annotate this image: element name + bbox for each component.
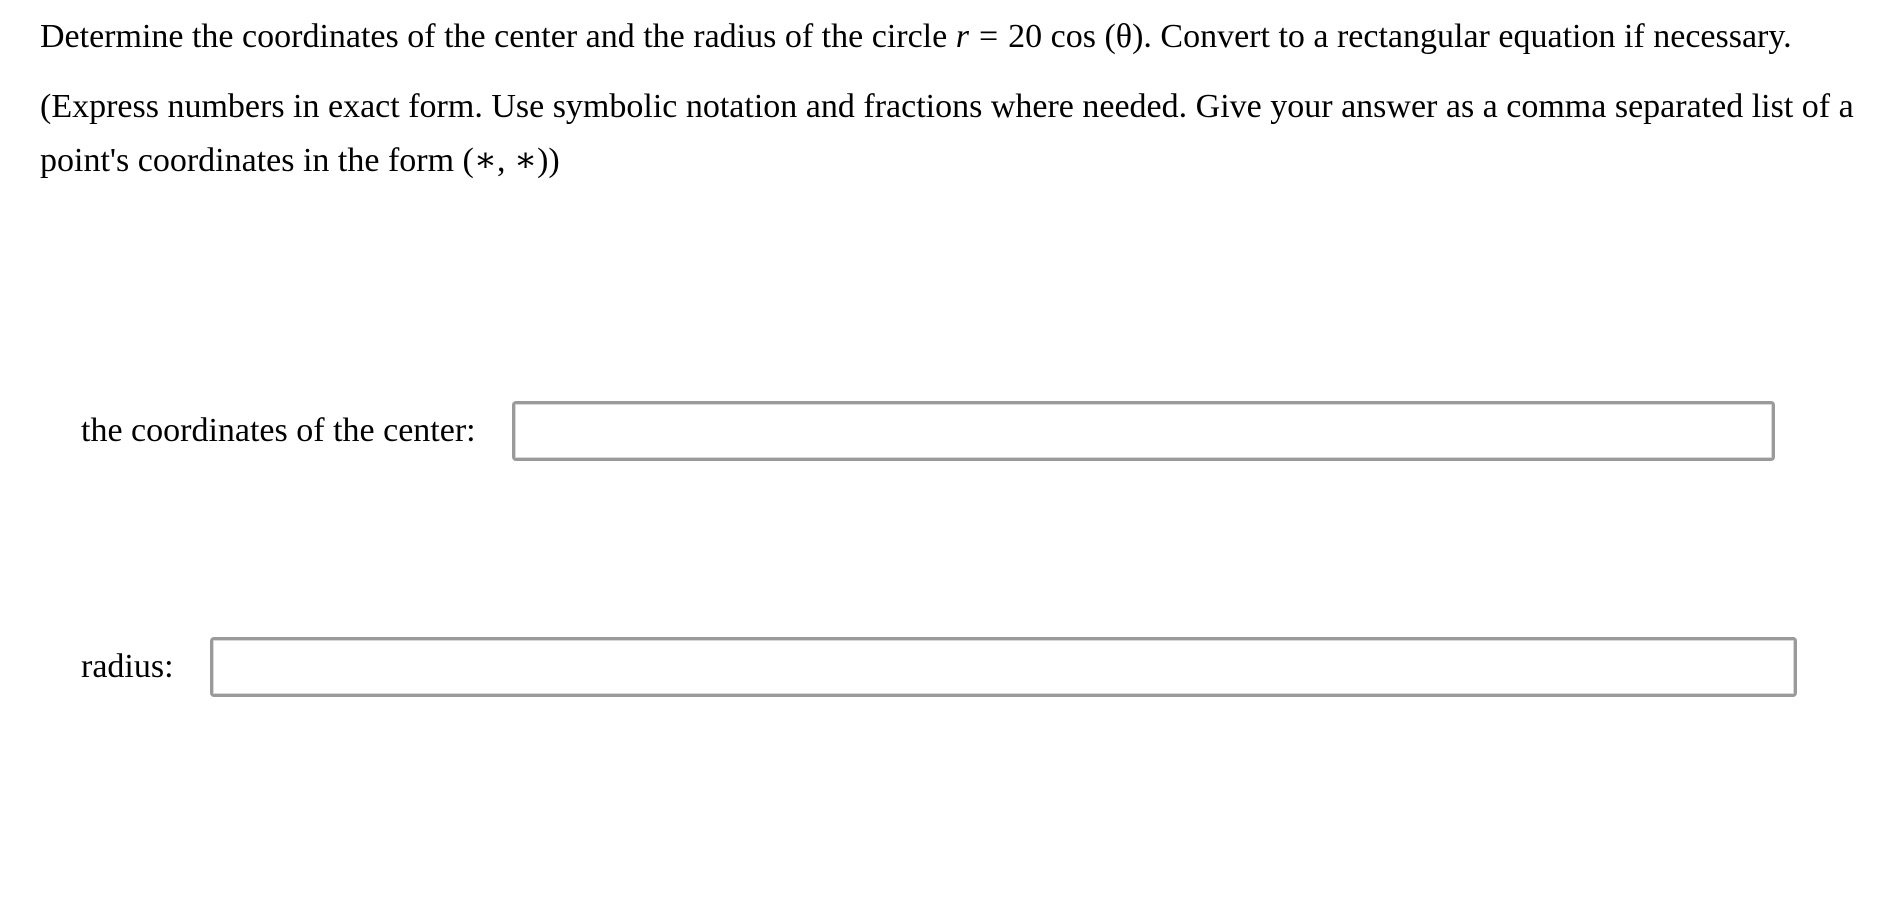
radius-label: radius: xyxy=(81,648,174,685)
problem-statement xyxy=(40,10,1860,188)
equation-rhs: 20 cos (θ). xyxy=(1008,18,1152,55)
problem-intro-tail: Convert to a rectangular equation if necessary. xyxy=(1160,18,1792,55)
radius-answer-row xyxy=(81,637,1797,697)
center-label: the coordinates of the center: xyxy=(81,412,476,449)
equation-equals: = xyxy=(978,18,999,55)
radius-input[interactable] xyxy=(210,637,1797,697)
center-answer-row xyxy=(81,401,1775,461)
problem-instructions: (Express numbers in exact form. Use symbolic notation and fractions where needed. Give your answer as a comma separated list of a point's coordinates in the form (∗, ∗)) xyxy=(40,88,1854,179)
center-input[interactable] xyxy=(512,401,1775,461)
equation-variable: r xyxy=(955,18,969,55)
problem-intro: Determine the coordinates of the center and the radius of the circle xyxy=(40,18,948,55)
problem-question xyxy=(40,10,1860,64)
